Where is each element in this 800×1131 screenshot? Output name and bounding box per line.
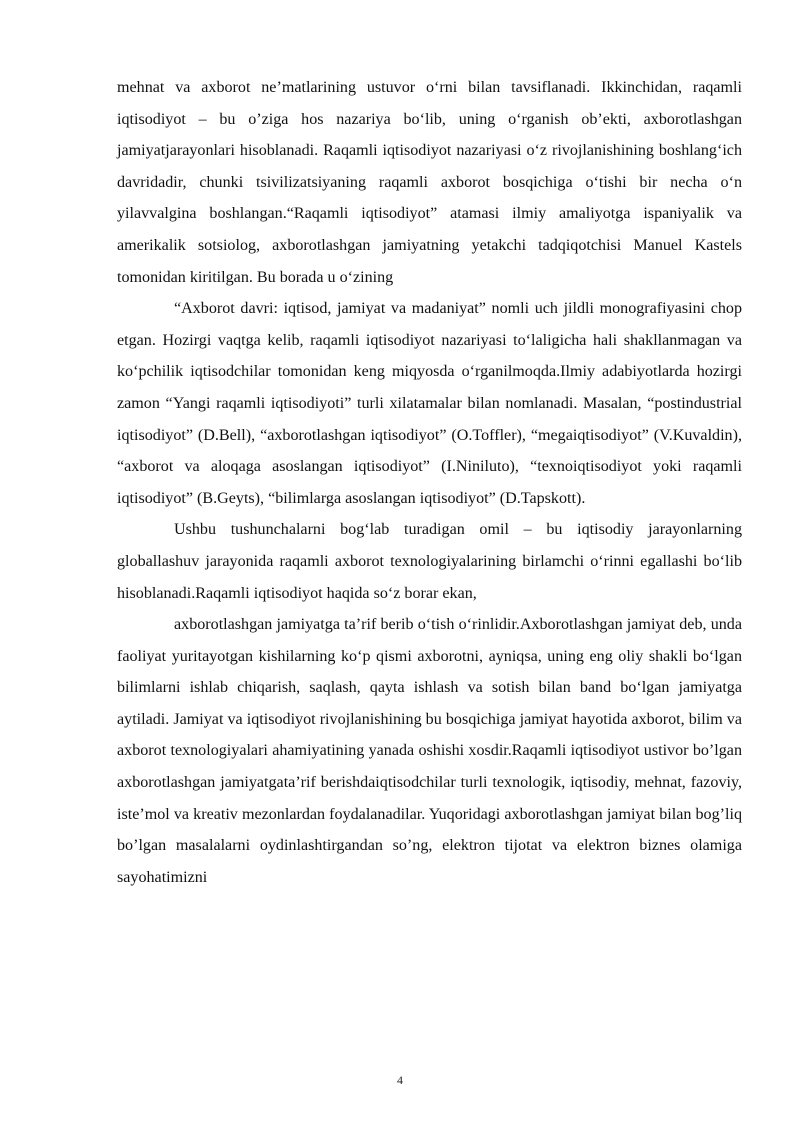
paragraph-2: “Axborot davri: iqtisod, jamiyat va madaniyat” nomli uch jildli monografiyasini chop etgan. Hozirgi vaqtga kelib, raqamli iqtisodiyot nazariyasi to‘laligicha hali shakllanmagan va ko‘pchilik iqtisodchilar tomonidan keng miqyosda o‘rganilmoqda.Ilmiy adabiyotlarda hozirgi zamon “Yangi raqamli iqtisodiyoti” turli xilatamalar bilan nomlanadi. Masalan, “postindustrial iqtisodiyot” (D.Bell), “axborotlashgan iqtisodiyot” (O.Toffler), “megaiqtisodiyot” (V.Kuvaldin), “axborot va aloqaga asoslangan iqtisodiyot” (I.Niniluto), “texnoiqtisodiyot yoki raqamli iqtisodiyot” (B.Geyts), “bilimlarga asoslangan iqtisodiyot” (D.Tapskott). xyxy=(117,300,742,507)
paragraph-4: axborotlashgan jamiyatga ta’rif berib o‘tish o‘rinlidir.Axborotlashgan jamiyat deb, unda faoliyat yuritayotgan kishilarning ko‘p qismi axborotni, ayniqsa, uning eng oliy shakli bo‘lgan bilimlarni ishlab chiqarish, saqlash, qayta ishlash va sotish bilan band bo‘lgan jamiyatga aytiladi. Jamiyat va iqtisodiyot rivojlanishining bu bosqichiga jamiyat hayotida axborot, bilim va axborot texnologiyalari ahamiyatining yanada oshishi xosdir.Raqamli iqtisodiyot ustivor bo’lgan axborotlashgan jamiyatgata’rif berishdaiqtisodchilar turli texnologik, iqtisodiy, mehnat, fazoviy, iste’mol va kreativ mezonlardan foydalanadilar. Yuqoridagi axborotlashgan jamiyat bilan bog’liq bo’lgan masalalarni oydinlashtirgandan so’ng, elektron tijotat va elektron biznes olamiga sayohatimizni xyxy=(117,616,742,886)
body-text xyxy=(117,72,742,893)
paragraph-1: mehnat va axborot ne’matlarining ustuvor o‘rni bilan tavsiflanadi. Ikkinchidan, raqamli iqtisodiyot – bu o’ziga hos nazariya bo‘lib, uning o‘rganish ob’ekti, axborotlashgan jamiyatjarayonlari hisoblanadi. Raqamli iqtisodiyot nazariyasi o‘z rivojlanishining boshlang‘ich davridadir, chunki tsivilizatsiyaning raqamli axborot bosqichiga o‘tishi bir necha o‘n yilavvalgina boshlangan.“Raqamli iqtisodiyot” atamasi ilmiy amaliyotga ispaniyalik va amerikalik sotsiolog, axborotlashgan jamiyatning yetakchi tadqiqotchisi Manuel Kastels tomonidan kiritilgan. Bu borada u o‘zining xyxy=(117,79,742,286)
page-number: 4 xyxy=(397,1073,403,1087)
paragraph-3: Ushbu tushunchalarni bog‘lab turadigan omil – bu iqtisodiy jarayonlarning globallashuv jarayonida raqamli axborot texnologiyalarining birlamchi o‘rinni egallashi bo‘lib hisoblanadi.Raqamli iqtisodiyot haqida so‘z borar ekan, xyxy=(117,521,742,602)
